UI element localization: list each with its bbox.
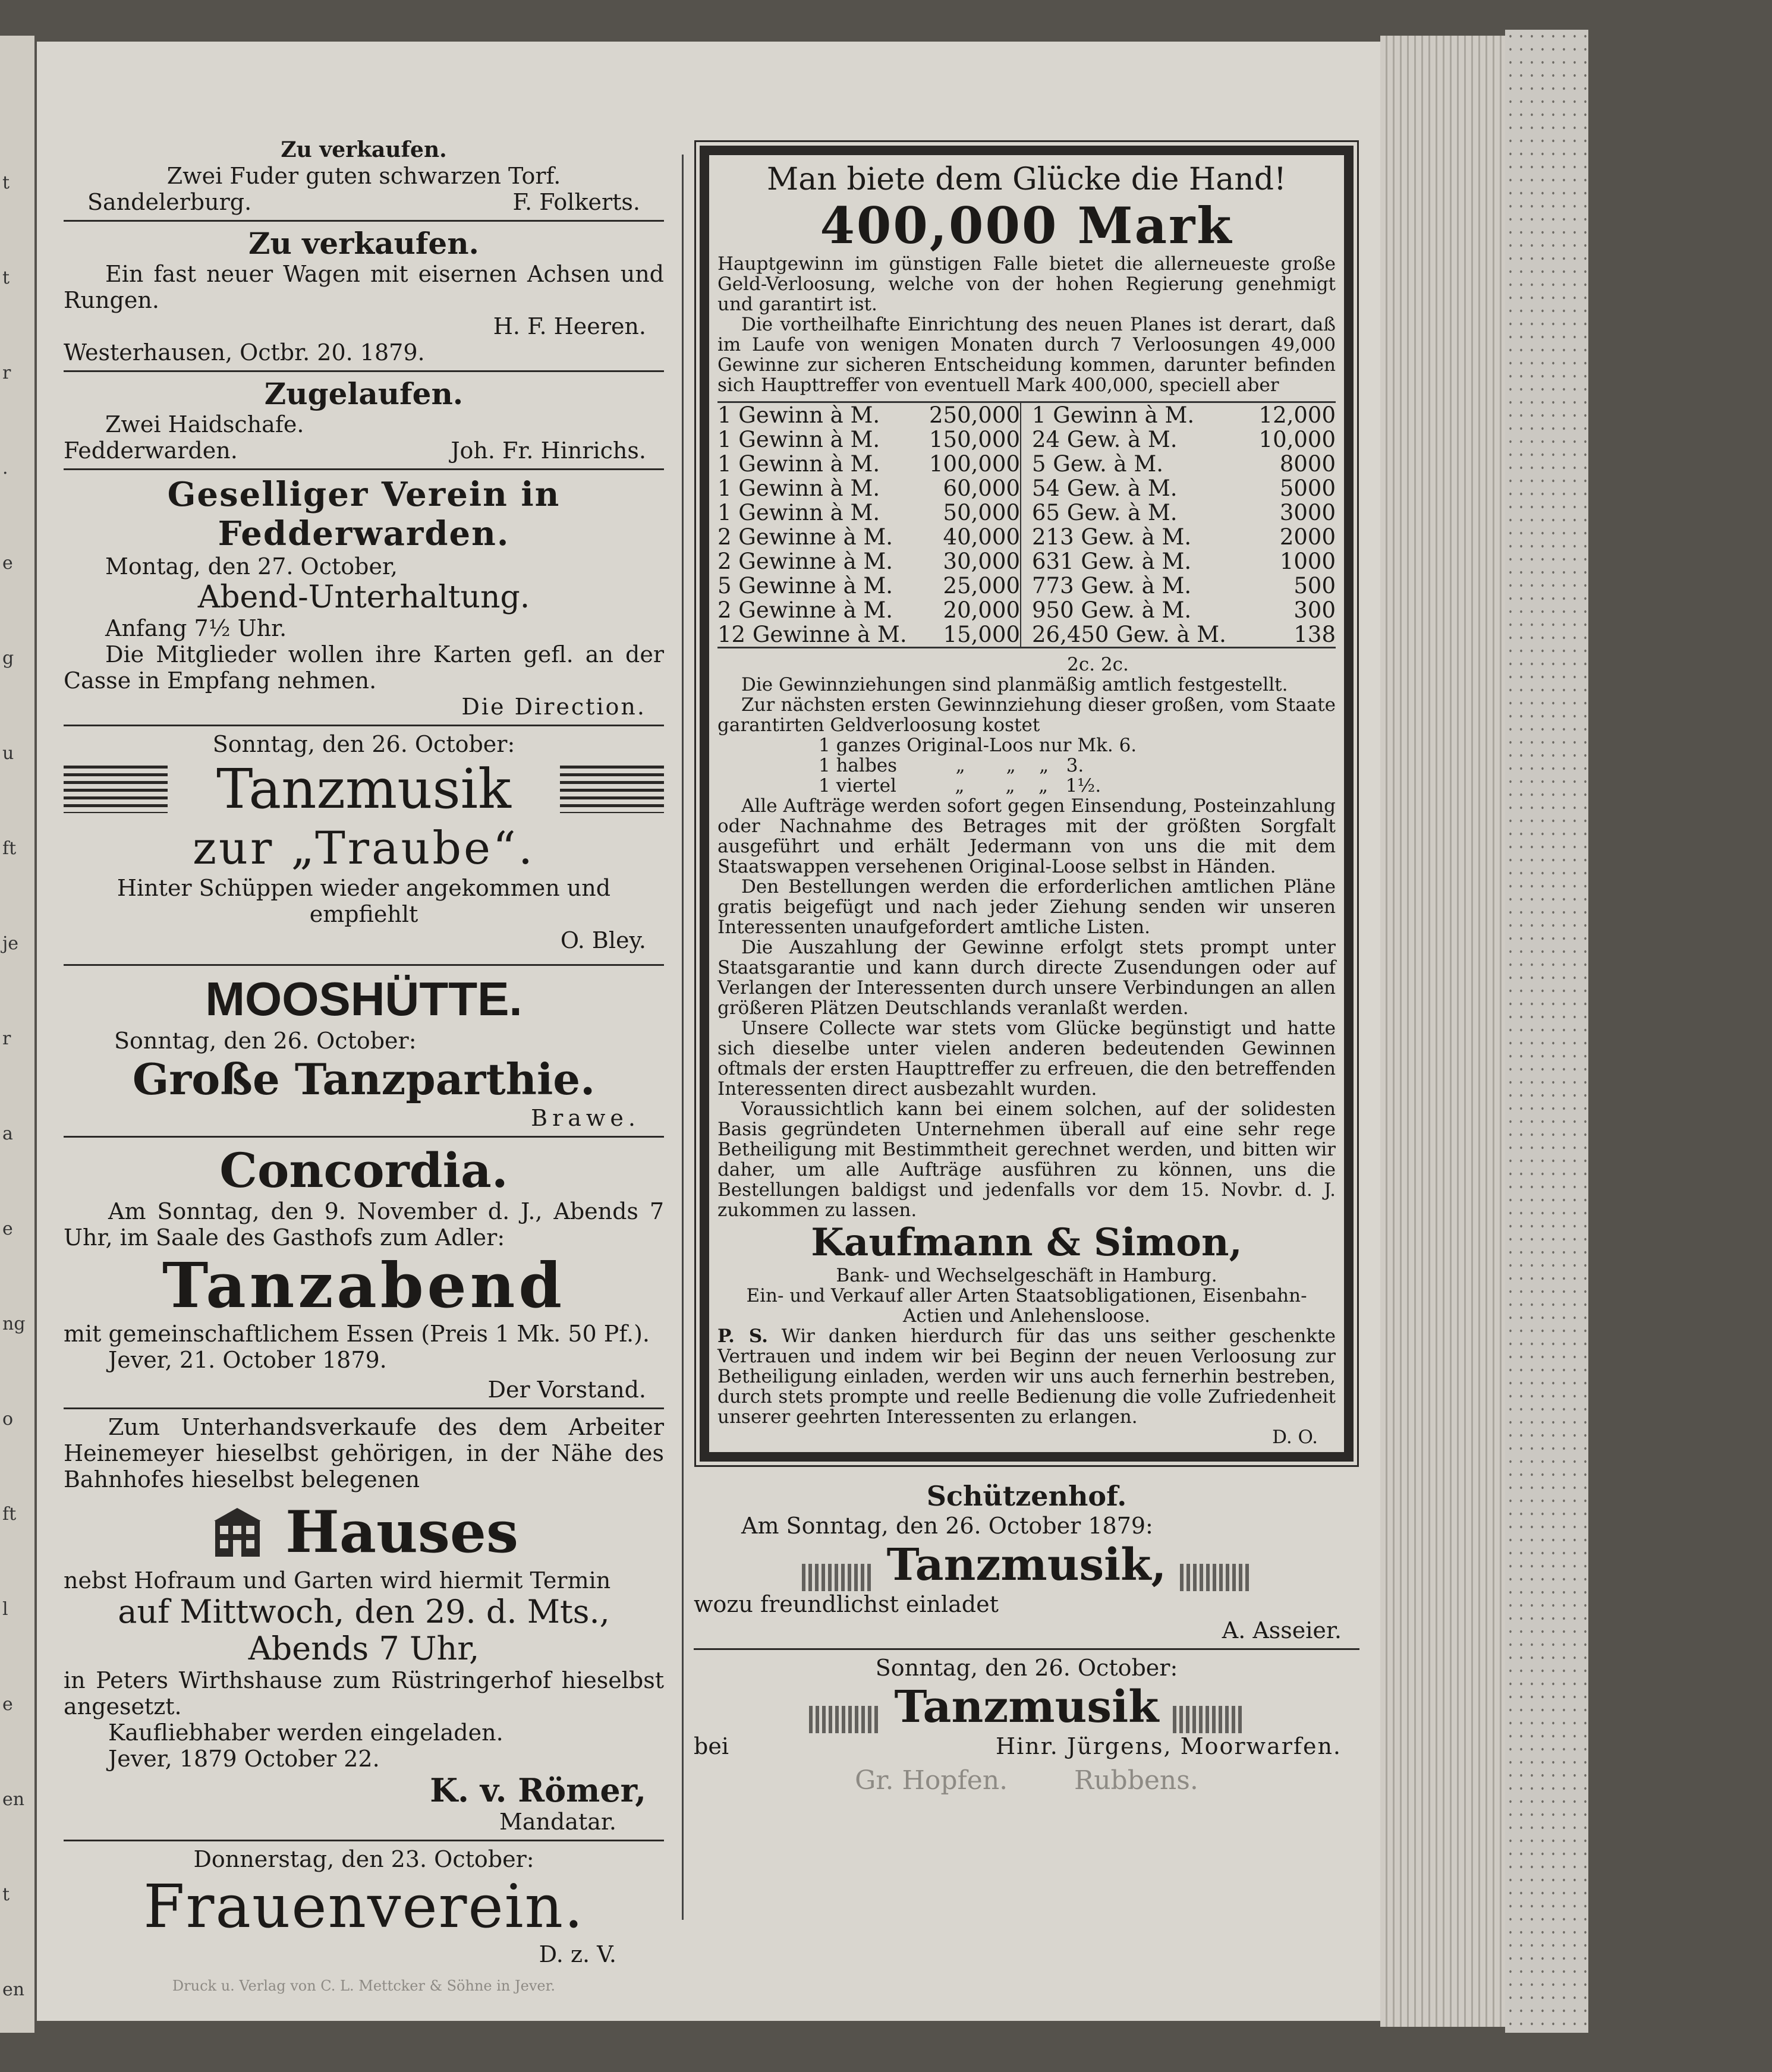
prize-column-left xyxy=(717,403,1021,647)
ad-date: Sonntag, den 26. October: xyxy=(212,731,515,757)
prize-row xyxy=(717,598,1020,622)
ad-detail: mit gemeinschaftlichem Essen (Preis 1 Mk. 50 Pf.). xyxy=(64,1321,650,1347)
prize-row xyxy=(717,622,1020,647)
prize-label: 631 Gew. à M. xyxy=(1032,549,1192,574)
bleed-fragment: e xyxy=(2,1694,13,1715)
ad-place-date: Westerhausen, Octbr. 20. 1879. xyxy=(64,339,425,366)
ad-title: MOOSHÜTTE. xyxy=(205,972,523,1025)
prize-value: 20,000 xyxy=(943,597,1020,623)
prize-value: 8000 xyxy=(1279,451,1336,477)
ad-start: Anfang 7½ Uhr. xyxy=(105,615,287,641)
bleed-fragment: ft xyxy=(2,838,17,859)
ornament-right xyxy=(1173,1706,1244,1733)
bleed-fragment: ft xyxy=(2,1504,17,1525)
prize-row xyxy=(1032,622,1336,647)
ad-date: Montag, den 27. October, xyxy=(105,553,398,580)
divider xyxy=(64,1136,664,1138)
prize-label: 65 Gew. à M. xyxy=(1032,500,1178,525)
ad-headline: Hauses xyxy=(285,1498,518,1566)
ad-frauenverein xyxy=(64,1846,664,1967)
ad-event: Große Tanzparthie. xyxy=(132,1054,596,1104)
prize-value: 12,000 xyxy=(1258,402,1336,428)
lottery-intro: Hauptgewinn im günstigen Falle bietet die allerneueste große Geld-Verloosung, welche von der hohen Regierung genehmigt und garantirt ist. xyxy=(717,253,1336,315)
prize-label: 1 Gewinn à M. xyxy=(717,476,880,501)
bleed-fragment: r xyxy=(2,1028,11,1049)
ornament-right xyxy=(1180,1564,1251,1591)
prize-value: 60,000 xyxy=(943,476,1020,501)
price-line-2: 1 halbes „ „ „ 3. xyxy=(819,755,1084,776)
prize-label: 26,450 Gew. à M. xyxy=(1032,622,1226,647)
bleed-fragment: en xyxy=(2,1979,25,2000)
prize-value: 15,000 xyxy=(943,622,1020,647)
ad-signature: O. Bley. xyxy=(560,927,646,953)
prize-row xyxy=(717,403,1020,427)
prize-label: 2 Gewinne à M. xyxy=(717,549,893,574)
divider xyxy=(64,725,664,726)
lottery-para8: Voraussichtlich kann bei einem solchen, auf der solidesten Basis gegründeten Unternehmen überall auf eine sehr rege Betheiligung mit Bestimmtheit gerechnet werden, und bitten wir daher, um alle Aufträge ausführen zu können, uns die Bestellungen baldigst und jedenfalls vor dem 15. Novbr. d. J. zukommen zu lassen. xyxy=(717,1098,1336,1221)
bleed-fragment: r xyxy=(2,363,11,383)
ad-title: Concordia. xyxy=(219,1142,508,1198)
ornament-left xyxy=(809,1706,880,1733)
ad-place-date: Jever, 1879 October 22. xyxy=(108,1746,380,1772)
ps-signature: D. O. xyxy=(1272,1427,1318,1448)
prize-label: 2 Gewinne à M. xyxy=(717,597,893,623)
prize-value: 150,000 xyxy=(929,427,1020,452)
bleed-fragment: en xyxy=(2,1789,25,1810)
page-edges xyxy=(1380,36,1505,2027)
prize-row xyxy=(717,452,1020,476)
house-icon xyxy=(209,1506,266,1559)
prize-row xyxy=(717,476,1020,500)
ad-body: nebst Hofraum und Garten wird hiermit Termin xyxy=(64,1567,611,1594)
ad-title: Zu verkaufen. xyxy=(281,137,447,162)
decorative-stripes xyxy=(560,766,664,813)
ad-body: Zwei Haidschafe. xyxy=(105,411,304,437)
ad-event: Tanzabend xyxy=(162,1249,566,1322)
ad-event: Frauenverein. xyxy=(143,1872,584,1941)
ad-time: Abends 7 Uhr, xyxy=(248,1630,480,1667)
lottery-amount: 400,000 Mark xyxy=(820,196,1233,255)
price-line-3: 1 viertel „ „ „ 1½. xyxy=(819,775,1101,796)
bleed-fragment: e xyxy=(2,553,13,574)
prize-label: 950 Gew. à M. xyxy=(1032,597,1192,623)
prize-value: 40,000 xyxy=(943,524,1020,550)
bleed-fragment: t xyxy=(2,1884,10,1905)
prize-value: 30,000 xyxy=(943,549,1020,574)
prize-column-right xyxy=(1032,403,1336,647)
ad-hausverkauf xyxy=(64,1414,664,1835)
ad-place: zur „Traube“. xyxy=(192,821,536,874)
prize-row xyxy=(717,549,1020,574)
prize-row xyxy=(1032,452,1336,476)
ad-signature: Joh. Fr. Hinrichs. xyxy=(451,437,646,464)
prize-label: 2 Gewinne à M. xyxy=(717,524,893,550)
ad-date: Sonntag, den 26. October: xyxy=(875,1655,1178,1681)
firm-name: Kaufmann & Simon, xyxy=(811,1220,1242,1265)
prize-value: 5000 xyxy=(1279,476,1336,501)
ad-body: Zwei Fuder guten schwarzen Torf. xyxy=(166,163,561,189)
ad-date: Sonntag, den 26. October: xyxy=(114,1028,417,1054)
bleed-fragment: a xyxy=(2,1123,13,1144)
bleed-fragment: t xyxy=(2,267,10,288)
ad-date: Am Sonntag, den 26. October 1879: xyxy=(741,1513,1153,1539)
left-page-bleed xyxy=(0,36,34,2033)
ad-place: Fedderwarden. xyxy=(64,437,238,464)
ad-date: Donnerstag, den 23. October: xyxy=(193,1846,534,1872)
ad-event: Abend-Unterhaltung. xyxy=(197,580,530,615)
right-column xyxy=(694,146,1359,1794)
imprint-faint: Druck u. Verlag von C. L. Mettcker & Söhne in Jever. xyxy=(172,1977,556,1994)
bleed-fragment: e xyxy=(2,1218,13,1239)
prize-row xyxy=(1032,476,1336,500)
book-cover xyxy=(1505,30,1588,2033)
ad-date: auf Mittwoch, den 29. d. Mts., xyxy=(118,1593,610,1630)
prize-row xyxy=(1032,574,1336,598)
prize-label: 213 Gew. à M. xyxy=(1032,524,1192,550)
prize-value: 2000 xyxy=(1279,524,1336,550)
divider xyxy=(64,1840,664,1841)
bleed-fragment: ng xyxy=(2,1314,26,1334)
ad-signature: Der Vorstand. xyxy=(487,1377,646,1403)
ad-zugelaufen xyxy=(64,377,664,464)
ad-event: Tanzmusik xyxy=(894,1681,1159,1733)
ad-place: in Peters Wirthshause zum Rüstringerhof hieselbst angesetzt. xyxy=(64,1667,664,1720)
column-rule xyxy=(682,155,684,1920)
prize-value: 50,000 xyxy=(943,500,1020,525)
prize-table xyxy=(717,401,1336,648)
ad-title: Geselliger Verein in Fedderwarden. xyxy=(167,475,561,553)
faint-bleed-through: Gr. Hopfen. Rubbens. xyxy=(855,1765,1198,1796)
prize-value: 100,000 xyxy=(929,451,1020,477)
prize-value: 3000 xyxy=(1279,500,1336,525)
prize-value: 25,000 xyxy=(943,573,1020,599)
bleed-fragment: l xyxy=(2,1599,8,1620)
divider xyxy=(64,220,664,222)
firm-desc-1: Bank- und Wechselgeschäft in Hamburg. xyxy=(836,1265,1217,1286)
ad-signature: Die Direction. xyxy=(461,694,646,720)
prize-value: 1000 xyxy=(1279,549,1336,574)
lottery-ad xyxy=(700,146,1354,1462)
price-line-1: 1 ganzes Original-Loos nur Mk. 6. xyxy=(819,735,1137,756)
prize-etc: 2c. 2c. xyxy=(1067,654,1129,675)
divider xyxy=(64,964,664,966)
ad-place-date: Jever, 21. October 1879. xyxy=(108,1347,387,1373)
prize-label: 5 Gew. à M. xyxy=(1032,451,1164,477)
lottery-para1: Die vortheilhafte Einrichtung des neuen Planes ist derart, daß im Laufe von wenigen Monaten durch 7 Verloosungen 49,000 Gewinne zur sicheren Entscheidung kommen, darunter befinden sich Haupttreffer von eventuell Mark 400,000, speciell aber xyxy=(717,314,1336,396)
ad-body: Ein fast neuer Wagen mit eisernen Achsen und Rungen. xyxy=(64,261,664,313)
prize-label: 24 Gew. à M. xyxy=(1032,427,1178,452)
bleed-fragment: . xyxy=(2,458,8,478)
ad-concordia xyxy=(64,1142,664,1403)
ad-signature: K. v. Römer, xyxy=(430,1771,646,1809)
prize-label: 12 Gewinne à M. xyxy=(717,622,907,647)
ad-event: Tanzmusik, xyxy=(886,1539,1167,1591)
lottery-para3: Zur nächsten ersten Gewinnziehung dieser großen, vom Staate garantirten Geldverloosung kostet xyxy=(717,694,1336,736)
ad-zu-verkaufen-torf xyxy=(64,137,664,215)
ad-intro: Zum Unterhandsverkaufe des dem Arbeiter Heinemeyer hieselbst gehörigen, in der Nähe des Bahnhofes hieselbst belegenen xyxy=(64,1414,664,1492)
firm-desc-2: Ein- und Verkauf aller Arten Staatsobligationen, Eisenbahn-Actien und Anlehensloose. xyxy=(746,1285,1307,1327)
newspaper-page xyxy=(37,42,1386,2021)
ad-role: Mandatar. xyxy=(499,1809,616,1835)
prize-row xyxy=(1032,500,1336,525)
ad-schuetzenhof xyxy=(694,1479,1359,1643)
prize-row xyxy=(717,500,1020,525)
prize-label: 1 Gewinn à M. xyxy=(717,500,880,525)
ad-body: Am Sonntag, den 9. November d. J., Abends 7 Uhr, im Saale des Gasthofs zum Adler: xyxy=(64,1198,664,1251)
ad-title: Zugelaufen. xyxy=(264,376,464,411)
prize-value: 10,000 xyxy=(1258,427,1336,452)
lottery-para5: Den Bestellungen werden die erforderlichen amtlichen Pläne gratis beigefügt und nach jeder Ziehung senden wir unseren Interessenten unaufgefordert amtliche Listen. xyxy=(717,876,1336,938)
ad-place: Sandelerburg. xyxy=(87,189,252,215)
ad-bei: bei xyxy=(694,1733,729,1759)
ad-signature: D. z. V. xyxy=(539,1941,616,1967)
ad-zu-verkaufen-wagen xyxy=(64,226,664,366)
prize-value: 250,000 xyxy=(929,402,1020,428)
lottery-para6: Die Auszahlung der Gewinne erfolgt stets prompt unter Staatsgarantie und kann durch directe Zusendungen oder auf Verlangen der Interessenten durch unsere Verbindungen an allen größeren Plätzen Deutschlands veranlaßt werden. xyxy=(717,937,1336,1019)
ad-signature: Brawe. xyxy=(531,1105,640,1131)
ad-signature: A. Asseier. xyxy=(1222,1617,1342,1643)
lottery-para4: Alle Aufträge werden sofort gegen Einsendung, Posteinzahlung oder Nachnahme des Betrages mit der größten Sorgfalt ausgeführt und erhält Jedermann von uns die mit dem Staatswappen versehenen Original-Loose selbst in Händen. xyxy=(717,795,1336,877)
prize-row xyxy=(717,574,1020,598)
ad-tanzmusik-juergens xyxy=(694,1655,1359,1759)
ad-event: Tanzmusik xyxy=(216,757,511,821)
prize-row xyxy=(717,525,1020,549)
prize-label: 1 Gewinn à M. xyxy=(717,451,880,477)
prize-row xyxy=(717,427,1020,452)
prize-label: 1 Gewinn à M. xyxy=(717,402,880,428)
bleed-fragment: je xyxy=(2,933,19,954)
bleed-fragment: g xyxy=(2,648,14,669)
ad-geselliger-verein xyxy=(64,475,664,720)
ps-label: P. S. xyxy=(717,1325,768,1347)
divider xyxy=(694,1648,1359,1650)
divider xyxy=(64,468,664,470)
prize-row xyxy=(1032,525,1336,549)
lottery-para2: Die Gewinnziehungen sind planmäßig amtlich festgestellt. xyxy=(741,674,1288,695)
prize-label: 1 Gewinn à M. xyxy=(717,427,880,452)
ad-tanzmusik-traube xyxy=(64,731,664,953)
prize-value: 500 xyxy=(1293,573,1336,599)
prize-value: 300 xyxy=(1293,597,1336,623)
prize-label: 1 Gewinn à M. xyxy=(1032,402,1195,428)
ps-text: Wir danken hierdurch für das uns seither geschenkte Vertrauen und indem wir bei Beginn der neuen Verloosung zur Betheiligung einladen, werden wir uns auch fernerhin bestreben, durch stets prompte und reelle Bedienung die volle Zufriedenheit unserer geehrten Interessenten zu erlangen. xyxy=(717,1325,1336,1428)
ad-invite: Kaufliebhaber werden eingeladen. xyxy=(108,1720,503,1746)
ad-signature: Hinr. Jürgens, Moorwarfen. xyxy=(995,1733,1342,1759)
lottery-para7: Unsere Collecte war stets vom Glücke begünstigt und hatte sich dieselbe unter vielen anderen bedeutenden Gewinnen oftmals der ersten Haupttreffer zu erfreuen, die den betreffenden Interessenten direct ausbezahlt wurden. xyxy=(717,1018,1336,1100)
ad-title: Zu verkaufen. xyxy=(248,226,479,261)
decorative-stripes xyxy=(64,766,168,813)
ad-signature: F. Folkerts. xyxy=(512,189,640,215)
prize-row xyxy=(1032,598,1336,622)
prize-row xyxy=(1032,427,1336,452)
bleed-fragment: u xyxy=(2,743,14,764)
prize-label: 5 Gewinne à M. xyxy=(717,573,893,599)
prize-label: 773 Gew. à M. xyxy=(1032,573,1192,599)
ornament-left xyxy=(802,1564,873,1591)
ad-body: Die Mitglieder wollen ihre Karten gefl. an der Casse in Empfang nehmen. xyxy=(64,641,664,694)
prize-value: 138 xyxy=(1293,622,1336,647)
ad-signature: H. F. Heeren. xyxy=(493,313,646,339)
ad-body: Hinter Schüppen wieder angekommen und empfiehlt xyxy=(117,875,611,927)
divider xyxy=(64,370,664,372)
prize-row xyxy=(1032,403,1336,427)
ad-title: Schützenhof. xyxy=(926,1480,1127,1512)
divider xyxy=(64,1407,664,1409)
left-column xyxy=(64,137,664,1996)
ad-mooshuette xyxy=(64,971,664,1131)
bleed-fragment: o xyxy=(2,1409,14,1429)
lottery-headline: Man biete dem Glücke die Hand! xyxy=(767,162,1286,197)
ad-body: wozu freundlichst einladet xyxy=(694,1591,999,1617)
prize-label: 54 Gew. à M. xyxy=(1032,476,1178,501)
bleed-fragment: t xyxy=(2,172,10,193)
prize-row xyxy=(1032,549,1336,574)
